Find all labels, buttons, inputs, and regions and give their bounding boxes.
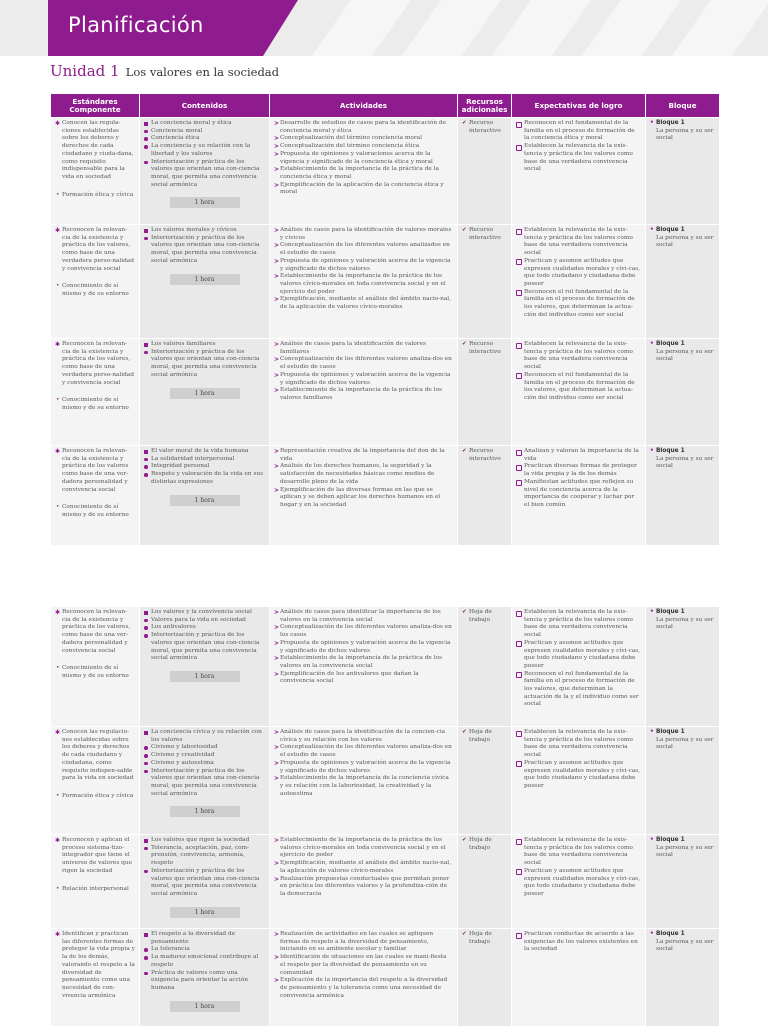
- activities-cell: [270, 225, 458, 339]
- activity-item: > Establecimiento de la importancia de la práctica de la conciencia ética y moral: [274, 166, 453, 181]
- resource-item: ✔ Recurso interactivo: [462, 341, 507, 356]
- duration-badge: 1 hora: [170, 197, 240, 208]
- block-title: • Bloque 1: [650, 931, 715, 939]
- activity-item: > Establecimiento de la importancia de la práctica de los valores cívico-morales en toda convivencia social y en el ejercicio del poder: [274, 273, 453, 296]
- activity-item: > Conceptualización del término conciencia moral: [274, 135, 453, 143]
- content-item: Valores para la vida en sociedad: [144, 617, 265, 625]
- content-item: Los valores y la convivencia social: [144, 609, 265, 617]
- standard-cell: [51, 607, 140, 727]
- activity-item: > Propuesta de opiniones y valoración acerca de la vigencia y significado de dichos valores: [274, 372, 453, 387]
- resource-item: ✔ Hoja de trabajo: [462, 837, 507, 852]
- table-row: [51, 446, 720, 546]
- content-item: Conciencia ética: [144, 135, 265, 143]
- block-subtitle: La persona y su ser social: [656, 348, 714, 363]
- col-header-expectations: Expectativas de logro: [512, 94, 646, 118]
- expectations-cell: [512, 446, 646, 546]
- block-title: • Bloque 1: [650, 448, 715, 456]
- duration-badge: 1 hora: [170, 495, 240, 506]
- expectations-cell: [512, 118, 646, 225]
- content-item: Civismo y laboriosidad: [144, 744, 265, 752]
- activity-item: > Análisis de casos para la identificación de valores morales y cívicos: [274, 227, 453, 242]
- content-item: Los antivalores: [144, 624, 265, 632]
- block-title: • Bloque 1: [650, 341, 715, 349]
- contents-cell: [140, 118, 270, 225]
- standard-cell: [51, 446, 140, 546]
- activity-item: > Establecimiento de la importancia de la práctica de los valores cívico-morales en toda convivencia social y en el ejercicio de poder: [274, 837, 453, 860]
- activity-item: > Establecimiento de la importancia de la conciencia cívica y su relación con la laboriosidad, la creatividad y la autoestima: [274, 775, 453, 798]
- expectations-cell: [512, 607, 646, 727]
- contents-cell: [140, 727, 270, 835]
- content-item: Civismo y autoestima: [144, 760, 265, 768]
- block-cell: [646, 727, 720, 835]
- component-text: • Conocimiento de sí mismo y de su entorno: [55, 283, 135, 298]
- content-item: La conciencia cívica y su relación con los valores: [144, 729, 265, 744]
- activity-item: > Establecimiento de la importancia de la práctica de los valores familiares: [274, 387, 453, 402]
- expectation-item: Practican y asumen actitudes que expresen cualidades morales y cívi-cas, que todo ciudadano y ciudadana debe poseer: [516, 258, 641, 289]
- expectation-item: Establecen la relevancia de la exis-tencia y práctica de los valores como base de una verdadera convivencia social: [516, 341, 641, 372]
- content-item: Los valores que rigen la sociedad: [144, 837, 265, 845]
- content-item: Civismo y creatividad: [144, 752, 265, 760]
- content-item: Interiorización y práctica de los valores que orientan una con-ciencia moral, que permita una convivencia social armónica: [144, 632, 265, 663]
- component-text: • Conocimiento de sí mismo y de su entorno: [55, 504, 135, 519]
- activities-cell: [270, 607, 458, 727]
- content-item: La conciencia moral y ética: [144, 120, 265, 128]
- col-header-contents: Contenidos: [140, 94, 270, 118]
- activity-item: > Conceptualización de los diferentes valores analiza-dos en el estudio de casos: [274, 744, 453, 759]
- standard-text: ✱ Conocen las regula-ciones establecidas sobre los deberes y derechos de cada ciudadano y ciuda-dana, como requisito indispensable para la vida en sociedad: [55, 120, 135, 182]
- standard-text: ✱ Reconocen la relevan-cia de la existencia y práctica de los valores, como base de una ver-dadera personalidad y convivencia social: [55, 609, 135, 655]
- resources-cell: [458, 607, 512, 727]
- activities-cell: [270, 727, 458, 835]
- activity-item: > Ejemplificación de la aplicación de la conciencia ética y moral: [274, 182, 453, 197]
- table-row: [51, 727, 720, 835]
- table-row: [51, 339, 720, 446]
- expectations-cell: [512, 225, 646, 339]
- activity-item: > Conceptualización de los diferentes valores analizados en el estudio de casos: [274, 242, 453, 257]
- activities-cell: [270, 118, 458, 225]
- table-row: [51, 929, 720, 1027]
- expectation-item: Establecen la relevancia de la exis-tencia y práctica de los valores como base de una verdadera convivencia social: [516, 143, 641, 174]
- col-header-standards: Estándares Componente: [51, 94, 140, 118]
- expectations-cell: [512, 835, 646, 929]
- content-item: Respeto y valoración de la vida en sus distintas expresiones: [144, 471, 265, 486]
- content-item: Interiorización y práctica de los valores que orientan una con-ciencia moral, que permita una convivencia social armónica: [144, 868, 265, 899]
- block-cell: [646, 835, 720, 929]
- content-item: Interiorización y práctica de los valores que orientan una con-ciencia moral, que permita una convivencia social armónica: [144, 235, 265, 266]
- contents-cell: [140, 339, 270, 446]
- unit-heading: [50, 62, 279, 80]
- standard-text: ✱ Reconocen la relevan-cia de la existencia y práctica de los valores como base de una ver-dadera personalidad y convivencia social: [55, 448, 135, 494]
- block-cell: [646, 446, 720, 546]
- contents-cell: [140, 446, 270, 546]
- content-item: El respeto a la diversidad de pensamiento: [144, 931, 265, 946]
- content-item: La tolerancia: [144, 946, 265, 954]
- resource-item: ✔ Hoja de trabajo: [462, 729, 507, 744]
- component-text: • Formación ética y cívica: [55, 192, 135, 200]
- block-cell: [646, 118, 720, 225]
- block-subtitle: La persona y su ser social: [656, 938, 714, 953]
- component-text: • Relación interpersonal: [55, 886, 135, 894]
- block-cell: [646, 339, 720, 446]
- activities-cell: [270, 339, 458, 446]
- content-item: El valor moral de la vida humana: [144, 448, 265, 456]
- duration-badge: 1 hora: [170, 1001, 240, 1012]
- content-item: Interiorización y práctica de los valores que orientan una con-ciencia moral, que permita una convivencia social armónica: [144, 768, 265, 799]
- component-text: • Conocimiento de sí mismo y de su entorno: [55, 665, 135, 680]
- content-item: Integridad personal: [144, 463, 265, 471]
- expectations-cell: [512, 929, 646, 1027]
- block-subtitle: La persona y su ser social: [656, 234, 714, 249]
- activity-item: > Realización de actividades en las cuales se apliquen formas de respeto a la diversidad de pensamiento, iniciando en su ambiente escolar y familiar: [274, 931, 453, 954]
- block-subtitle: La persona y su ser social: [656, 844, 714, 859]
- activity-item: > Análisis de los derechos humanos, la seguridad y la satisfacción de necesidades básicas como medios de desarrollo pleno de la vida: [274, 463, 453, 486]
- expectation-item: Reconocen el rol fundamental de la familia en el proceso de formación de los valores, que determinan la actua-ción del individuo como ser social: [516, 289, 641, 320]
- activity-item: > Representación creativa de la importancia del don de la vida: [274, 448, 453, 463]
- expectation-item: Practican diversas formas de proteger la vida propia y la de los demás: [516, 463, 641, 478]
- resource-item: ✔ Recurso interactivo: [462, 448, 507, 463]
- resources-cell: [458, 727, 512, 835]
- activities-cell: [270, 835, 458, 929]
- content-item: La madurez emocional contribuye al respeto: [144, 954, 265, 969]
- table-row: [51, 835, 720, 929]
- standard-text: ✱ Identifican y practican las diferentes formas de proteger la vida propia y la de los demás, valorando el respeto a la diversidad de pensamiento como una necesidad de con-vivencia armónica: [55, 931, 135, 1000]
- content-item: La solidaridad interpersonal: [144, 456, 265, 464]
- standard-cell: [51, 118, 140, 225]
- block-subtitle: La persona y su ser social: [656, 616, 714, 631]
- expectations-cell: [512, 727, 646, 835]
- content-item: La conciencia y su relación con la libertad y los valores: [144, 143, 265, 158]
- block-title: • Bloque 1: [650, 227, 715, 235]
- component-text: • Conocimiento de sí mismo y de su entorno: [55, 397, 135, 412]
- activity-item: > Propuesta de opiniones y valoración acerca de la vigencia y significado de dichos valores: [274, 640, 453, 655]
- unit-subtitle: Los valores en la sociedad: [125, 65, 280, 79]
- activity-item: > Análisis de casos para la identificación de la concien-cia cívica y su relación con los valores: [274, 729, 453, 744]
- contents-cell: [140, 607, 270, 727]
- resources-cell: [458, 339, 512, 446]
- activity-item: > Establecimiento de la importancia de la práctica de los valores en la convivencia social: [274, 655, 453, 670]
- table-row: [51, 607, 720, 727]
- contents-cell: [140, 225, 270, 339]
- activity-item: > Análisis de casos para la identificación de valores familiares: [274, 341, 453, 356]
- duration-badge: 1 hora: [170, 388, 240, 399]
- resource-item: ✔ Hoja de trabajo: [462, 609, 507, 624]
- content-item: Interiorización y práctica de los valores que orientan una con-ciencia moral, que permita una convivencia social armónica: [144, 349, 265, 380]
- block-cell: [646, 607, 720, 727]
- expectation-item: Practican conductas de acuerdo a las exigencias de los valores existentes en la sociedad: [516, 931, 641, 954]
- block-cell: [646, 929, 720, 1027]
- standard-cell: [51, 929, 140, 1027]
- page-title: Planificación: [68, 13, 204, 37]
- resources-cell: [458, 118, 512, 225]
- duration-badge: 1 hora: [170, 806, 240, 817]
- activity-item: > Ejemplificación de los antivalores que dañan la convivencia social: [274, 671, 453, 686]
- standard-cell: [51, 225, 140, 339]
- standard-cell: [51, 835, 140, 929]
- activity-item: > Conceptualización del término conciencia ética: [274, 143, 453, 151]
- component-text: • Formación ética y cívica: [55, 793, 135, 801]
- activity-item: > Ejemplificación de las diversas formas en las que se aplican y se deben aplicar los derechos humanos en el hogar y en la sociedad: [274, 487, 453, 510]
- expectations-cell: [512, 339, 646, 446]
- activity-item: > Desarrollo de estudios de casos para la identificación de conciencia moral y ética: [274, 120, 453, 135]
- resources-cell: [458, 929, 512, 1027]
- expectation-item: Practican y asumen actitudes que expresen cualidades morales y cívi-cas, que todo ciudadano y ciudadana debe poseer: [516, 640, 641, 671]
- activities-cell: [270, 446, 458, 546]
- block-subtitle: La persona y su ser social: [656, 736, 714, 751]
- expectation-item: Establecen la relevancia de la exis-tencia y práctica de los valores como base de una verdadera convivencia social: [516, 837, 641, 868]
- resource-item: ✔ Hoja de trabajo: [462, 931, 507, 946]
- expectation-item: Practican y asumen actitudes que expresen cualidades morales y cívi-cas, que todo ciudadano y ciudadana debe poseer: [516, 760, 641, 791]
- resource-item: ✔ Recurso interactivo: [462, 120, 507, 135]
- standard-cell: [51, 339, 140, 446]
- block-title: • Bloque 1: [650, 120, 715, 128]
- unit-label: Unidad 1: [50, 62, 120, 80]
- expectation-item: Analizan y valoran la importancia de la vida: [516, 448, 641, 463]
- activity-item: > Propuesta de opiniones y valoraciones acerca de la vigencia y significado de la conciencia ética y moral: [274, 151, 453, 166]
- expectation-item: Reconocen el rol fundamental de la familia en el proceso de formación de los valores, que determinan la actuación de la y el individuo como ser social: [516, 671, 641, 710]
- activity-item: > Explicación de la importancia del respeto a la diversidad de pensamiento y la tolerancia como una necesidad de convivencia armónica: [274, 977, 453, 1000]
- expectation-item: Practican y asumen actitudes que expresen cualidades morales y cívi-cas, que todo ciudadano y ciudadana debe poseer: [516, 868, 641, 899]
- block-subtitle: La persona y su ser social: [656, 455, 714, 470]
- content-item: Conciencia moral: [144, 128, 265, 136]
- table-header-row: [51, 94, 720, 118]
- activities-cell: [270, 929, 458, 1027]
- duration-badge: 1 hora: [170, 907, 240, 918]
- content-item: Los valores morales y cívicos: [144, 227, 265, 235]
- activity-item: > Conceptualización de los diferentes valores analiza-dos en el estudio de casos: [274, 356, 453, 371]
- expectation-item: Establecen la relevancia de la exis-tencia y práctica de los valores como base de una verdadera convivencia social: [516, 609, 641, 640]
- col-header-resources: Recursos adicionales: [458, 94, 512, 118]
- activity-item: > Propuesta de opiniones y valoración acerca de la vigencia y significado de dichos valores: [274, 760, 453, 775]
- expectation-item: Establecen la relevancia de la exis-tencia y práctica de los valores como base de una verdadera convivencia social: [516, 227, 641, 258]
- activity-item: > Conceptualización de los diferentes valores analiza-dos en los casos: [274, 624, 453, 639]
- expectation-item: Manifiestan actitudes que reflejen su nivel de conciencia acerca de la importancia de cooperar y luchar por el bien común: [516, 479, 641, 510]
- duration-badge: 1 hora: [170, 274, 240, 285]
- activity-item: > Ejemplificación, mediante el análisis del ámbito nacio-nal, de la aplicación de valores cívico-morales: [274, 296, 453, 311]
- expectation-item: Reconocen el rol fundamental de la familia en el proceso de formación de los valores, que determinan la actua-ción del individuo como ser social: [516, 372, 641, 403]
- content-item: Tolerancia, aceptación, paz, com-prensión, convivencia, armonía, respeto: [144, 845, 265, 868]
- block-subtitle: La persona y su ser social: [656, 127, 714, 142]
- activity-item: > Identificación de situaciones en las cuales se mani-fiesta el respeto por la diversidad de pensamiento en su comunidad: [274, 954, 453, 977]
- standard-text: ✱ Reconocen la relevan-cia de la existencia y práctica de los valores, como base de una verdadera perso-nalidad y convivencia social: [55, 227, 135, 273]
- planning-table-2: [50, 606, 720, 1027]
- planning-table-1: [50, 93, 720, 546]
- block-cell: [646, 225, 720, 339]
- expectation-item: Establecen la relevancia de la exis-tencia y práctica de los valores como base de una verdadera convivencia social: [516, 729, 641, 760]
- col-header-block: Bloque: [646, 94, 720, 118]
- standard-text: ✱ Reconocen y aplican el proceso sistema-tizo-integrador que tiene el universo de valores que rigen la sociedad: [55, 837, 135, 876]
- block-title: • Bloque 1: [650, 609, 715, 617]
- table-row: [51, 118, 720, 225]
- contents-cell: [140, 835, 270, 929]
- block-title: • Bloque 1: [650, 729, 715, 737]
- table-row: [51, 225, 720, 339]
- activity-item: > Ejemplificación, mediante el análisis del ámbito nacio-nal, la aplicación de valores cívico-morales: [274, 860, 453, 875]
- standard-text: ✱ Conocen las regulacio-nes establecidas sobre los deberes y derechos de cada ciudadano y ciudadana, como requisito indispen-sable para la vida en sociedad: [55, 729, 135, 783]
- block-title: • Bloque 1: [650, 837, 715, 845]
- activity-item: > Realización propuestas conductuales que permitan poner en práctica los diferentes valores y la profundiza-ción de la democracia: [274, 876, 453, 899]
- standard-cell: [51, 727, 140, 835]
- col-header-activities: Actividades: [270, 94, 458, 118]
- content-item: Los valores familiares: [144, 341, 265, 349]
- duration-badge: 1 hora: [170, 671, 240, 682]
- expectation-item: Reconocen el rol fundamental de la familia en el proceso de formación de la conciencia ética y moral: [516, 120, 641, 143]
- resources-cell: [458, 446, 512, 546]
- activity-item: > Propuesta de opiniones y valoración acerca de la vigencia y significado de dichos valores: [274, 258, 453, 273]
- content-item: Interiorización y práctica de los valores que orientan una con-ciencia moral, que permita una convivencia social armónica: [144, 159, 265, 190]
- resources-cell: [458, 835, 512, 929]
- contents-cell: [140, 929, 270, 1027]
- resource-item: ✔ Recurso interactivo: [462, 227, 507, 242]
- resources-cell: [458, 225, 512, 339]
- activity-item: > Análisis de casos para identificar la importancia de los valores en la convivencia social: [274, 609, 453, 624]
- content-item: Práctica de valores como una exigencia para orientar la acción humana: [144, 970, 265, 993]
- standard-text: ✱ Reconocen la relevan-cia de la existencia y práctica de los valores, como base de una verdadera perso-nalidad y convivencia social: [55, 341, 135, 387]
